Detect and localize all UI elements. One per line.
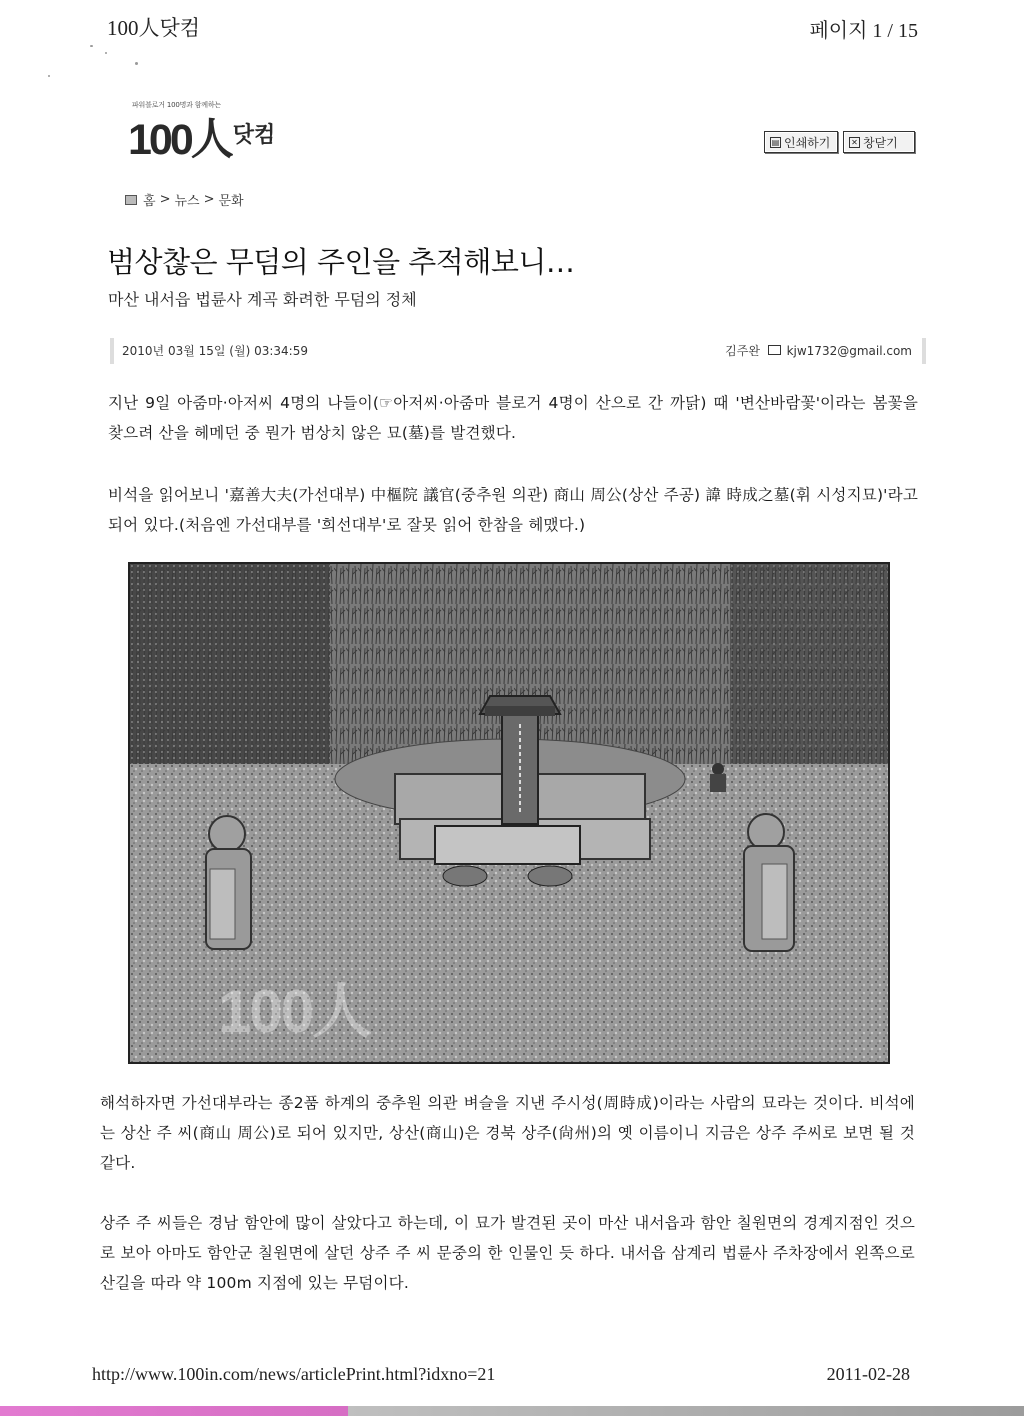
print-header-site: 100人닷컴	[107, 16, 201, 40]
close-button-label: 창닫기	[863, 135, 898, 150]
scan-speck	[90, 45, 93, 47]
print-footer-date: 2011-02-28	[826, 1364, 910, 1384]
logo-tagline: 파워블로거 100명과 함께하는	[132, 101, 221, 109]
breadcrumb-separator: >	[203, 192, 215, 207]
article-subtitle: 마산 내서읍 법륜사 계곡 화려한 무덤의 정체	[108, 290, 417, 309]
site-logo[interactable]	[128, 100, 298, 164]
article-title: 범상찮은 무덤의 주인을 추적해보니…	[107, 245, 575, 279]
breadcrumb-home[interactable]: 홈	[143, 194, 156, 209]
article-paragraph: 지난 9일 아줌마·아저씨 4명의 나들이(☞아저씨·아줌마 블로거 4명이 산으로 간 까닭) 때 '변산바람꽃'이라는 봄꽃을 찾으려 산을 헤메던 중 뭔가 범상치 않은 묘(墓)를 발견했다.	[108, 394, 918, 442]
print-button[interactable]	[764, 131, 838, 153]
photo-watermark: 100人	[218, 978, 371, 1045]
scan-speck	[135, 62, 138, 65]
close-window-button[interactable]	[843, 131, 915, 153]
logo-wordmark	[128, 106, 275, 167]
logo-main-text: 100人	[128, 116, 231, 164]
breadcrumb-news[interactable]: 뉴스	[174, 194, 200, 209]
breadcrumb-separator: >	[159, 192, 171, 207]
article-paragraph: 상주 주 씨들은 경남 함안에 많이 살았다고 하는데, 이 묘가 발견된 곳이 마산 내서읍과 함안 칠원면의 경계지점인 것으로 보아 아마도 함안군 칠원면에 살던 상주 주 씨 문중의 한 인물인 듯 하다. 내서읍 삼계리 법륜사 주차장에서 왼쪽으로 산길을 따라 약 100m 지점에 있는 무덤이다.	[100, 1214, 915, 1292]
article-paragraph: 해석하자면 가선대부라는 종2품 하계의 중추원 의관 벼슬을 지낸 주시성(周時成)이라는 사람의 묘라는 것이다. 비석에는 상산 주 씨(商山 周公)로 되어 있지만, 상산(商山)은 경북 상주(尙州)의 옛 이름이니 지금은 상주 주씨로 보면 될 것 같다.	[100, 1094, 915, 1172]
breadcrumb	[125, 190, 244, 209]
print-header-page-indicator: 페이지 1 / 15	[809, 20, 918, 42]
print-footer-url: http://www.100in.com/news/articlePrint.html?idxno=21	[92, 1364, 496, 1384]
article-date: 2010년 03월 15일 (월) 03:34:59	[122, 344, 308, 358]
print-button-label: 인쇄하기	[784, 135, 831, 150]
close-icon: ✕	[849, 137, 860, 148]
article-meta-bar	[110, 338, 926, 364]
author-email[interactable]: kjw1732@gmail.com	[786, 344, 912, 358]
scan-edge-strip	[0, 1406, 1024, 1416]
mail-icon	[768, 345, 781, 355]
scan-speck	[105, 52, 107, 54]
home-icon	[125, 195, 137, 205]
author-name: 김주완	[725, 344, 760, 358]
scan-speck	[48, 75, 50, 77]
article-byline	[725, 342, 912, 359]
breadcrumb-culture[interactable]: 문화	[218, 194, 244, 209]
article-photo	[128, 562, 890, 1064]
logo-sub-text: 닷컴	[232, 122, 276, 147]
printer-icon: ▤	[771, 137, 780, 147]
article-paragraph: 비석을 읽어보니 '嘉善大夫(가선대부) 中樞院 議官(중추원 의관) 商山 周公(상산 주공) 諱 時成之墓(휘 시성지묘)'라고 되어 있다.(처음엔 가선대부를 '희선대부'로 잘못 읽어 한참을 헤맸다.)	[108, 486, 918, 534]
